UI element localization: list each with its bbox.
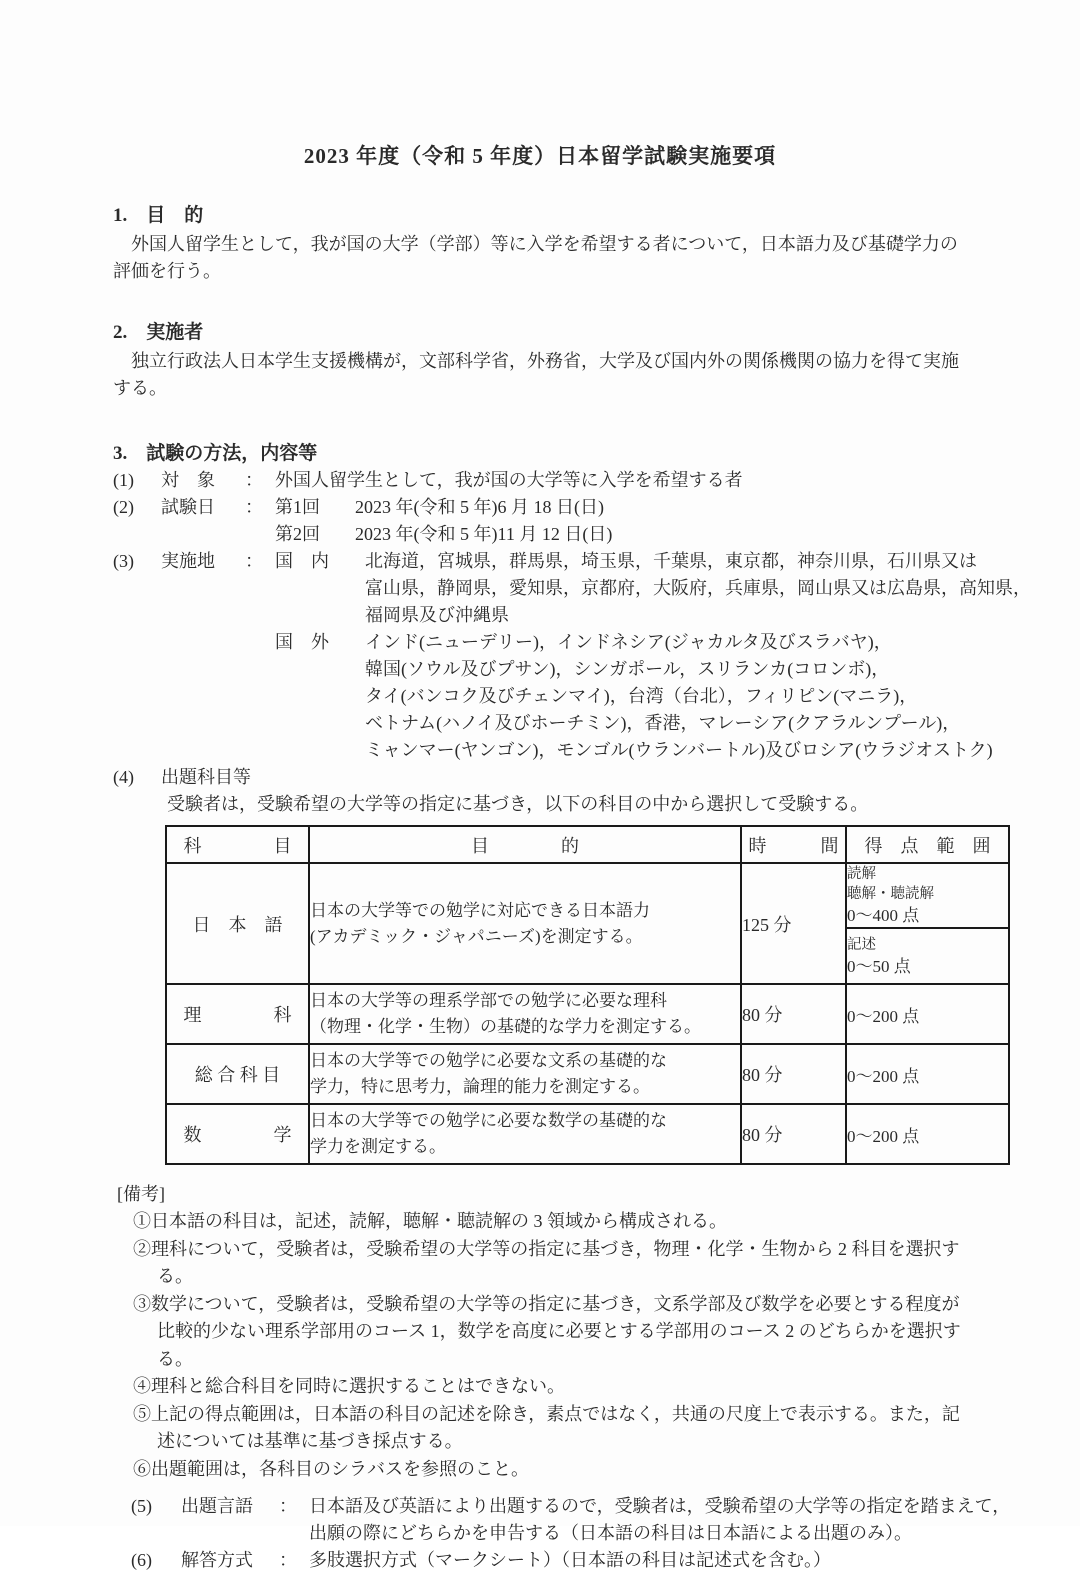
- item6-colon: ：: [279, 1550, 297, 1570]
- item5-line: 日本語及び英語により出題するので，受験者は，受験希望の大学等の指定を踏まえて，: [309, 1496, 1011, 1516]
- subjects-table: [165, 825, 1010, 1165]
- table-row-science: [166, 984, 1009, 1044]
- header-subject: 科 目: [166, 826, 309, 863]
- subjects-intro: 受験者は，受験希望の大学等の指定に基づき，以下の科目の中から選択して受験する。: [167, 794, 869, 814]
- purpose-cell: [309, 1104, 741, 1164]
- table-row-japan-world: [166, 1044, 1009, 1104]
- remark-note-2: ②理科について，受験者は，受験希望の大学等の指定に基づき，物理・化学・生物から 2 科目を選択する。: [133, 1238, 960, 1286]
- round2-label: 第2回: [275, 524, 320, 544]
- purpose-line: 日本の大学等での勉学に必要な文系の基礎的な: [310, 1051, 667, 1070]
- header-time: 時 間: [741, 826, 846, 863]
- item3-label: 実施地: [161, 551, 215, 571]
- purpose-line: 日本の大学等での勉学に対応できる日本語力: [310, 900, 650, 920]
- section3-heading: 3. 試験の方法，内容等: [113, 443, 318, 464]
- item5-line: 出願の際にどちらかを申告する（日本語の科目は日本語による出題のみ）。: [309, 1523, 912, 1543]
- item4-number: (4): [113, 767, 134, 787]
- item5-colon: ：: [279, 1496, 297, 1516]
- score-cell-writing: [846, 928, 1009, 984]
- table-header-row: [166, 826, 1009, 863]
- purpose-line: (アカデミック・ジャパニーズ)を測定する。: [310, 926, 643, 946]
- subject-cell: 日 本 語: [166, 863, 309, 984]
- item-subjects: [113, 764, 967, 791]
- purpose-cell: [309, 1044, 741, 1104]
- subject-cell: 数 学: [166, 1104, 309, 1164]
- section-method: [113, 440, 1031, 1574]
- section-organizer: [113, 319, 967, 402]
- remark-note-6: ⑥出題範囲は，各科目のシラバスを参照のこと。: [133, 1458, 529, 1479]
- item3-colon: ：: [245, 551, 263, 571]
- item5-number: (5): [131, 1496, 152, 1516]
- item2-number: (2): [113, 497, 134, 517]
- purpose-cell: [309, 984, 741, 1044]
- domestic-line: 富山県，静岡県，愛知県，京都府，大阪府，兵庫県，岡山県又は広島県，高知県，: [365, 578, 1031, 598]
- subject-cell: 総 合 科 目: [166, 1044, 309, 1104]
- score-cell-reading-listening: [846, 863, 1009, 928]
- time-cell: 125 分: [741, 863, 846, 984]
- score-sub-label: 聴解・聴読解: [847, 886, 934, 902]
- time-cell: 80 分: [741, 1104, 846, 1164]
- overseas-line: ベトナム(ハノイ及びホーチミン)，香港，マレーシア(クアラルンプール)，: [365, 713, 961, 733]
- time-cell: 80 分: [741, 1044, 846, 1104]
- header-score: 得 点 範 囲: [846, 826, 1009, 863]
- overseas-line: 韓国(ソウル及びプサン)，シンガポール，スリランカ(コロンボ)，: [365, 659, 890, 679]
- item5-label: 出題言語: [181, 1496, 253, 1516]
- item2-label: 試験日: [161, 497, 215, 517]
- domestic-locations: [275, 548, 1031, 629]
- item-exam-language: [131, 1493, 1011, 1547]
- section-purpose: [113, 202, 967, 285]
- item-exam-dates: [113, 494, 967, 548]
- item6-number: (6): [131, 1550, 152, 1570]
- section2-body: 独立行政法人日本学生支援機構が，文部科学省，外務省，大学及び国内外の関係機関の協力を得て実施する。: [113, 351, 959, 398]
- table-row-japanese: [166, 863, 1009, 928]
- exam-date-row-2: [275, 521, 612, 548]
- score-range: 0～400 点: [847, 906, 920, 925]
- overseas-label: 国 外: [275, 632, 329, 652]
- item-answer-format: [131, 1547, 967, 1574]
- item4-label: 出題科目等: [161, 767, 251, 787]
- item1-number: (1): [113, 470, 134, 490]
- remark-note-4: ④理科と総合科目を同時に選択することはできない。: [133, 1376, 565, 1396]
- item3-number: (3): [113, 551, 134, 571]
- overseas-locations: [275, 629, 1031, 764]
- document-title: 2023 年度（令和 5 年度）日本留学試験実施要項: [303, 144, 777, 168]
- table-row-mathematics: [166, 1104, 1009, 1164]
- remark-note-1: ①日本語の科目は，記述，読解，聴解・聴読解の 3 領域から構成される。: [133, 1211, 727, 1231]
- purpose-line: 日本の大学等の理系学部での勉学に必要な理科: [310, 991, 667, 1010]
- section2-heading: 2. 実施者: [113, 322, 204, 343]
- section1-body: 外国人留学生として，我が国の大学（学部）等に入学を希望する者について，日本語力及び基礎学力の評価を行う。: [113, 234, 958, 281]
- round2-date: 2023 年(令和 5 年)11 月 12 日(日): [355, 524, 613, 544]
- remarks-label: [備考]: [117, 1184, 165, 1204]
- item2-colon: ：: [245, 497, 263, 517]
- purpose-line: （物理・化学・生物）の基礎的な学力を測定する。: [310, 1017, 701, 1036]
- purpose-cell: [309, 863, 741, 984]
- item6-text: 多肢選択方式（マークシート）（日本語の科目は記述式を含む。）: [309, 1550, 831, 1570]
- score-cell: 0～200 点: [846, 984, 1009, 1044]
- remark-note-5: ⑤上記の得点範囲は，日本語の科目の記述を除き，素点ではなく，共通の尺度上で表示する。また，記述については基準に基づき採点する。: [133, 1403, 960, 1451]
- item-target: [113, 467, 967, 494]
- purpose-line: 日本の大学等での勉学に必要な数学の基礎的な: [310, 1111, 667, 1130]
- purpose-line: 学力，特に思考力，論理的能力を測定する。: [310, 1077, 650, 1096]
- domestic-line: 福岡県及び沖縄県: [365, 605, 509, 625]
- overseas-line: インド(ニューデリー)，インドネシア(ジャカルタ及びスラバヤ)，: [365, 632, 892, 652]
- score-range: 0～50 点: [847, 956, 911, 976]
- section1-heading: 1. 目 的: [113, 205, 204, 226]
- domestic-line: 北海道，宮城県，群馬県，埼玉県，千葉県，東京都，神奈川県，石川県又は: [365, 551, 977, 571]
- remarks-section: [117, 1181, 967, 1483]
- time-cell: 80 分: [741, 984, 846, 1044]
- subject-cell: 理 科: [166, 984, 309, 1044]
- purpose-line: 学力を測定する。: [310, 1137, 446, 1156]
- domestic-label: 国 内: [275, 551, 329, 571]
- score-cell: 0～200 点: [846, 1104, 1009, 1164]
- overseas-line: ミャンマー(ヤンゴン)，モンゴル(ウランバートル)及びロシア(ウラジオストク): [365, 740, 993, 760]
- score-sub-label: 読解: [847, 866, 876, 882]
- item1-label: 対 象: [161, 470, 215, 490]
- item6-label: 解答方式: [181, 1550, 253, 1570]
- item-locations: [113, 548, 1031, 764]
- score-cell: 0～200 点: [846, 1044, 1009, 1104]
- header-purpose: 目 的: [309, 826, 741, 863]
- overseas-line: タイ(バンコク及びチェンマイ)，台湾（台北），フィリピン(マニラ)，: [365, 686, 918, 706]
- round1-label: 第1回: [275, 497, 320, 517]
- item1-colon: ：: [245, 470, 263, 490]
- score-sub-label: 記述: [847, 936, 876, 953]
- exam-date-row-1: [275, 494, 612, 521]
- round1-date: 2023 年(令和 5 年)6 月 18 日(日): [355, 497, 604, 517]
- remark-note-3: ③数学について，受験者は，受験希望の大学等の指定に基づき，文系学部及び数学を必要とする程度が比較的少ない理系学部用のコース 1，数学を高度に必要とする学部用のコース 2 のどちらかを選択する。: [133, 1293, 961, 1369]
- item1-text: 外国人留学生として，我が国の大学等に入学を希望する者: [275, 470, 743, 490]
